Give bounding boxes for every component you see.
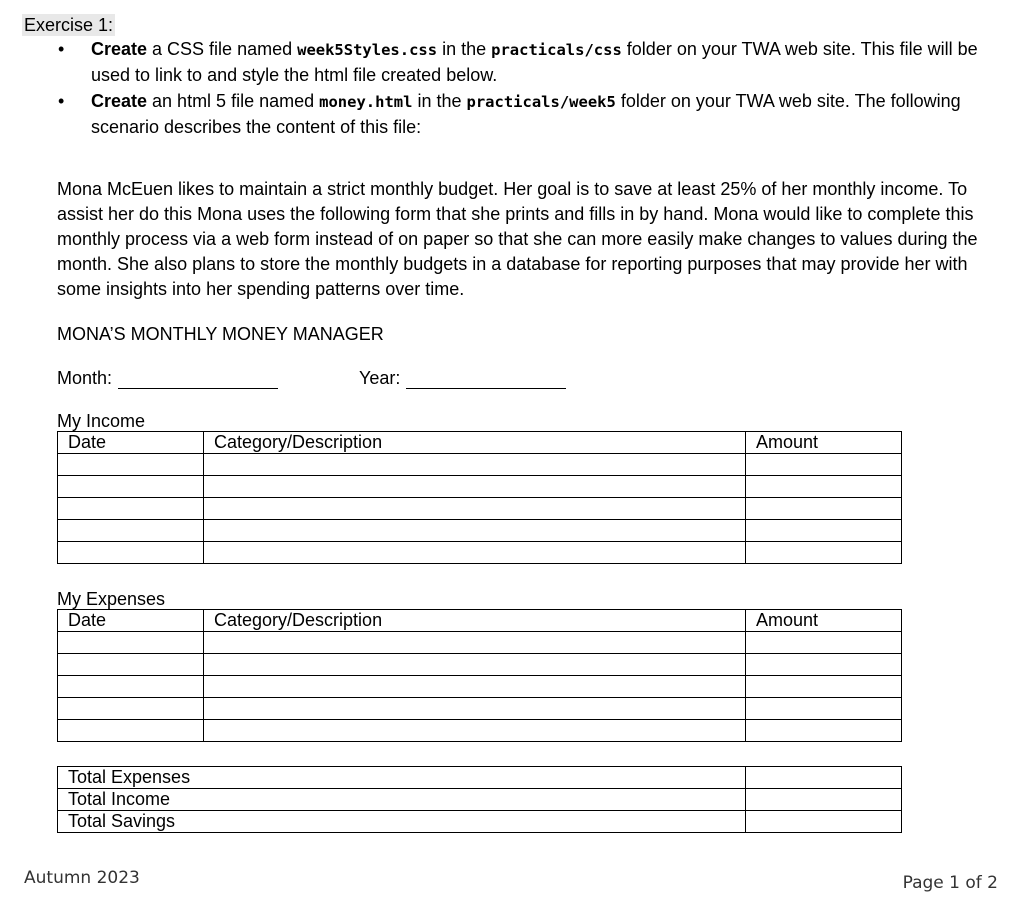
footer-page-number: Page 1 of 2 [902,873,998,893]
amount-cell[interactable] [746,542,902,564]
task-verb: Create [91,91,148,111]
form-title: MONA’S MONTHLY MONEY MANAGER [57,324,384,344]
amount-cell[interactable] [746,498,902,520]
task-item-css [56,37,986,88]
table-header-row [58,610,902,632]
category-header: Category/Description [204,610,746,632]
task-text: in the [412,91,467,111]
income-section-label: My Income [57,411,146,431]
task-list [56,37,986,141]
total-income-value[interactable] [746,789,902,811]
category-cell[interactable] [204,632,746,654]
month-field [57,367,278,389]
date-cell[interactable] [58,454,204,476]
date-cell[interactable] [58,654,204,676]
year-blank[interactable] [406,372,566,389]
date-cell[interactable] [58,498,204,520]
amount-cell[interactable] [746,454,902,476]
category-cell[interactable] [204,498,746,520]
total-income-label: Total Income [58,789,746,811]
amount-cell[interactable] [746,654,902,676]
date-cell[interactable] [58,698,204,720]
table-row [58,698,902,720]
month-blank[interactable] [118,372,278,389]
task-text: folder on your TWA web site. The following scenario describes the content of this file: [91,91,961,137]
category-cell[interactable] [204,542,746,564]
date-cell[interactable] [58,632,204,654]
html-filename: money.html [319,93,413,111]
css-filename: week5Styles.css [297,41,438,59]
amount-cell[interactable] [746,676,902,698]
amount-cell[interactable] [746,520,902,542]
month-label: Month: [57,368,113,388]
category-cell[interactable] [204,476,746,498]
table-row [58,720,902,742]
expenses-section-label: My Expenses [57,589,166,609]
table-header-row [58,432,902,454]
total-savings-row [58,811,902,833]
amount-header: Amount [746,610,902,632]
year-field [359,367,566,389]
category-cell[interactable] [204,720,746,742]
category-cell[interactable] [204,676,746,698]
total-income-row [58,789,902,811]
css-folder: practicals/css [491,41,622,59]
task-item-html [56,89,986,140]
table-row [58,676,902,698]
table-row [58,654,902,676]
table-row [58,498,902,520]
date-header: Date [58,610,204,632]
total-expenses-value[interactable] [746,767,902,789]
category-header: Category/Description [204,432,746,454]
html-folder: practicals/week5 [466,93,616,111]
category-cell[interactable] [204,654,746,676]
amount-cell[interactable] [746,476,902,498]
bullet-icon: • [58,39,65,59]
total-savings-value[interactable] [746,811,902,833]
totals-table [57,766,902,833]
total-savings-label: Total Savings [58,811,746,833]
task-text: folder on your TWA web site. This file will be used to link to and style the html file created below. [91,39,978,85]
date-cell[interactable] [58,720,204,742]
amount-cell[interactable] [746,632,902,654]
amount-cell[interactable] [746,698,902,720]
table-row [58,476,902,498]
total-expenses-label: Total Expenses [58,767,746,789]
income-table [57,431,902,564]
scenario-paragraph: Mona McEuen likes to maintain a strict monthly budget. Her goal is to save at least 25% of her monthly income. To assist her do this Mona uses the following form that she prints and fills in by hand. Mona would like to complete this monthly process via a web form instead of on paper so that she can more easily make changes to values during the month. She also plans to store the monthly budgets in a database for reporting purposes that may provide her with some insights into her spending patterns over time. [57,179,978,299]
table-row [58,632,902,654]
footer-term: Autumn 2023 [24,868,140,888]
expenses-table [57,609,902,742]
table-row [58,542,902,564]
date-cell[interactable] [58,676,204,698]
exercise-heading: Exercise 1: [24,15,114,35]
task-text: in the [437,39,492,59]
category-cell[interactable] [204,454,746,476]
bullet-icon: • [58,91,65,111]
category-cell[interactable] [204,520,746,542]
amount-header: Amount [746,432,902,454]
amount-cell[interactable] [746,720,902,742]
year-label: Year: [359,368,401,388]
task-text: an html 5 file named [147,91,320,111]
table-row [58,520,902,542]
table-row [58,454,902,476]
task-verb: Create [91,39,148,59]
category-cell[interactable] [204,698,746,720]
date-cell[interactable] [58,476,204,498]
date-cell[interactable] [58,520,204,542]
date-header: Date [58,432,204,454]
date-cell[interactable] [58,542,204,564]
task-text: a CSS file named [147,39,298,59]
total-expenses-row [58,767,902,789]
